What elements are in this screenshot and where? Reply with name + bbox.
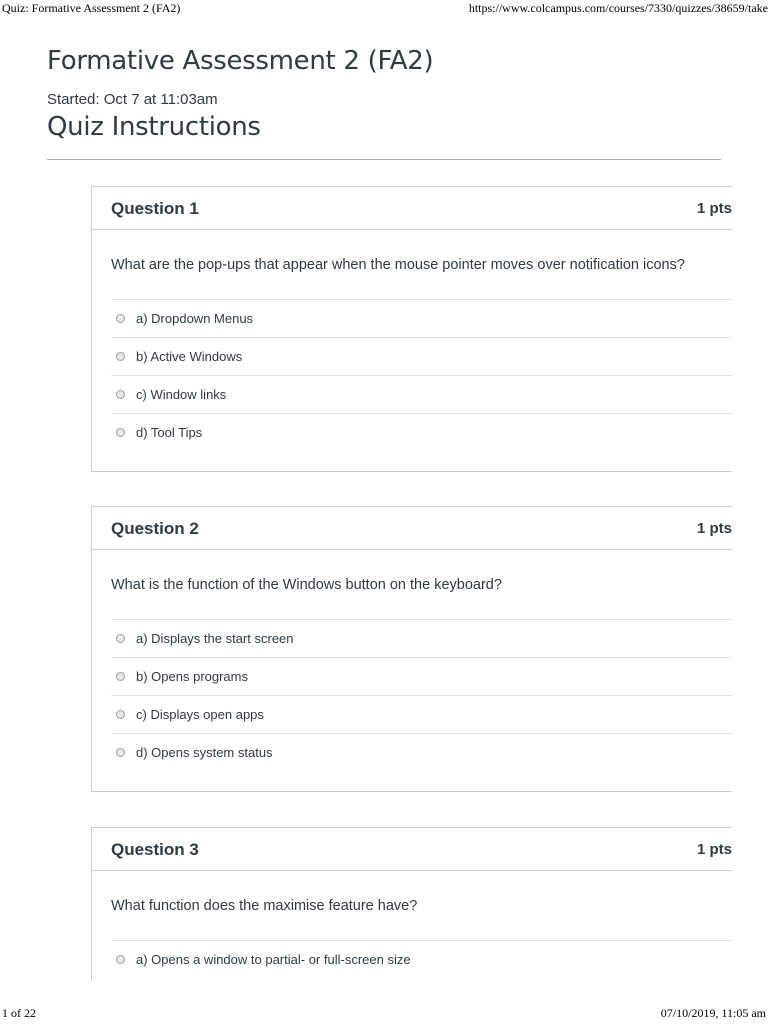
answer-label[interactable]: a) Opens a window to partial- or full-screen size: [136, 952, 411, 967]
question-1: [91, 186, 732, 472]
radio-button[interactable]: [116, 390, 125, 399]
answer-label[interactable]: d) Opens system status: [136, 745, 273, 760]
radio-button[interactable]: [116, 672, 125, 681]
answer-label[interactable]: c) Window links: [136, 387, 227, 402]
question-header: [92, 507, 732, 550]
quiz-started-time: Started: Oct 7 at 11:03am: [47, 91, 218, 108]
divider: [47, 159, 721, 160]
answer-list: [92, 940, 732, 980]
answer-label[interactable]: a) Dropdown Menus: [136, 311, 254, 326]
question-name: Question 2: [111, 519, 199, 538]
answer-option[interactable]: [111, 940, 732, 978]
answer-option[interactable]: [111, 733, 732, 771]
answer-label[interactable]: c) Displays open apps: [136, 707, 264, 722]
radio-button[interactable]: [116, 634, 125, 643]
quiz-title: Formative Assessment 2 (FA2): [47, 46, 434, 76]
question-points: 1 pts: [696, 841, 732, 858]
question-points: 1 pts: [696, 520, 732, 537]
answer-option[interactable]: [111, 337, 732, 375]
answer-label[interactable]: d) Tool Tips: [136, 425, 203, 440]
print-footer: [0, 1006, 768, 1024]
question-name: Question 3: [111, 840, 199, 859]
answer-list: [92, 619, 732, 791]
radio-button[interactable]: [116, 748, 125, 757]
answer-label[interactable]: b) Opens programs: [136, 669, 248, 684]
answer-option[interactable]: [111, 375, 732, 413]
answer-option[interactable]: [111, 413, 732, 451]
answer-label[interactable]: a) Displays the start screen: [136, 631, 294, 646]
answer-label[interactable]: b) Active Windows: [136, 349, 243, 364]
question-points: 1 pts: [696, 200, 732, 217]
question-header: [92, 828, 732, 871]
radio-button[interactable]: [116, 955, 125, 964]
radio-button[interactable]: [116, 428, 125, 437]
question-name: Question 1: [111, 199, 199, 218]
question-text: What are the pop-ups that appear when the mouse pointer moves over notification icons?: [111, 257, 685, 273]
radio-button[interactable]: [116, 314, 125, 323]
answer-option[interactable]: [111, 695, 732, 733]
print-datetime: 07/10/2019, 11:05 am: [660, 1006, 766, 1020]
question-text: What is the function of the Windows button on the keyboard?: [111, 577, 502, 593]
answer-list: [92, 299, 732, 471]
question-text: What function does the maximise feature have?: [111, 898, 418, 914]
print-url: https://www.colcampus.com/courses/7330/quizzes/38659/take: [468, 1, 768, 15]
radio-button[interactable]: [116, 710, 125, 719]
answer-option[interactable]: [111, 657, 732, 695]
radio-button[interactable]: [116, 352, 125, 361]
question-header: [92, 187, 732, 230]
answer-option[interactable]: [111, 299, 732, 337]
print-page-count: 1 of 22: [2, 1006, 36, 1020]
quiz-page: [0, 18, 768, 980]
question-3: [91, 827, 732, 980]
print-page-title: Quiz: Formative Assessment 2 (FA2): [2, 1, 181, 15]
quiz-instructions-heading: Quiz Instructions: [47, 112, 261, 142]
answer-option[interactable]: [111, 619, 732, 657]
question-2: [91, 506, 732, 792]
print-header: [0, 0, 768, 18]
